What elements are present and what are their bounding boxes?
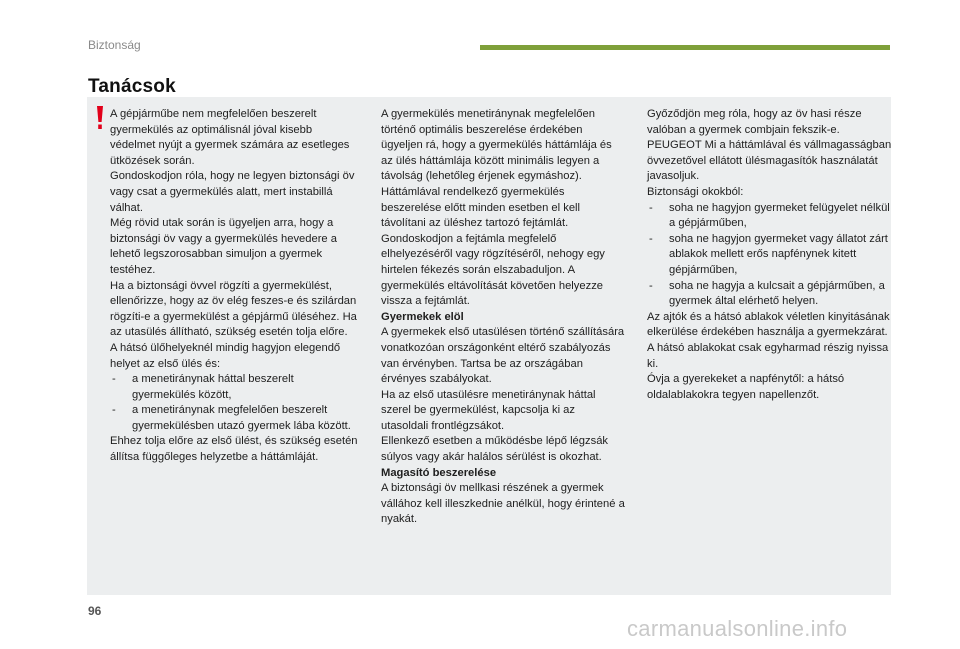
header-accent-bar xyxy=(480,45,890,50)
paragraph: A hátsó ülőhelyeknél mindig hagyjon elegendő helyet az első ülés és: xyxy=(110,341,341,370)
paragraph: Ehhez tolja előre az első ülést, és szükség esetén állítsa függőleges helyzetbe a háttámláját. xyxy=(110,435,358,464)
paragraph: Ha a biztonsági övvel rögzíti a gyermekülést, ellenőrizze, hogy az öv elég feszes-e és szilárdan rögzíti-e a gyermekülést a gépjármű üléséhez. Ha az utasülés állítható, szükség esetén tolja előre. xyxy=(110,279,357,339)
paragraph: A gyermekülés menetiránynak megfelelően történő optimális beszerelése érdekében ügyeljen rá, hogy a gyermekülés háttámlája és az ülés háttámlája között minimális legyen a távolság (lehetőleg érjenek egymáshoz). xyxy=(381,108,612,183)
list-item: - soha ne hagyjon gyermeket vagy állatot zárt ablakok mellett erős napfénynek kitett gépjárműben, xyxy=(647,232,893,279)
page-number: 96 xyxy=(88,604,102,618)
paragraph: Az ajtók és a hátsó ablakok véletlen kinyitásának elkerülése érdekében használja a gyermekzárat. xyxy=(647,310,890,339)
paragraph: PEUGEOT Mi a háttámlával és vállmagasságban övvezetővel ellátott ülésmagasítók használatát javasoljuk. xyxy=(647,139,892,183)
paragraph: Biztonsági okokból: xyxy=(647,185,744,198)
paragraph: Győződjön meg róla, hogy az öv hasi része valóban a gyermek combjain fekszik-e. xyxy=(647,108,862,136)
subheading-front-children: Gyermekek elöl xyxy=(381,310,464,323)
column-3 xyxy=(647,107,893,403)
list-item: - a menetiránynak megfelelően beszerelt gyermekülésben utazó gyermek lába között. xyxy=(110,403,358,434)
paragraph: Óvja a gyerekeket a napfénytől: a hátsó oldalablakokra tegyen napellenzőt. xyxy=(647,373,845,401)
list-item: - soha ne hagyja a kulcsait a gépjárműben, a gyermek által elérhető helyen. xyxy=(647,279,893,310)
column-1 xyxy=(110,107,358,466)
paragraph: A biztonsági öv mellkasi részének a gyermek vállához kell illeszkednie anélkül, hogy érintené a nyakát. xyxy=(381,482,625,526)
subheading-booster-seat: Magasító beszerelése xyxy=(381,466,497,479)
paragraph: A gépjárműbe nem megfelelően beszerelt gyermekülés az optimálisnál jóval kisebb védelmet nyújt a gyermek számára az esetleges ütközések során. xyxy=(110,108,350,167)
exclamation-icon xyxy=(96,106,104,130)
paragraph: Még rövid utak során is ügyeljen arra, hogy a biztonsági öv vagy a gyermekülés hevedere a lehető legszorosabban simuljon a gyermek testéhez. xyxy=(110,217,337,276)
paragraph: Ha az első utasülésre menetiránynak háttal szerel be gyermekülést, kapcsolja ki az utasoldali frontlégzsákot. xyxy=(381,388,596,432)
list-item: - a menetiránynak háttal beszerelt gyermekülés között, xyxy=(110,372,358,403)
paragraph: Gondoskodjon róla, hogy ne legyen biztonsági öv vagy csat a gyermekülés alatt, mert instabillá válhat. xyxy=(110,170,355,214)
watermark: carmanualsonline.info xyxy=(627,616,848,641)
page-title: Tanácsok xyxy=(88,76,176,97)
column-2 xyxy=(381,107,625,528)
list-item: - soha ne hagyjon gyermeket felügyelet nélkül a gépjárműben, xyxy=(647,201,893,232)
paragraph: Gondoskodjon a fejtámla megfelelő elhelyezéséről vagy rögzítéséről, nehogy egy hirtelen fékezés során elszabaduljon. A gyermekülés eltávolítását követően helyezze vissza a fejtámlát. xyxy=(381,232,605,308)
paragraph: Ellenkező esetben a működésbe lépő légzsák súlyos vagy akár halálos sérülést is okozhat. xyxy=(381,435,609,464)
paragraph: A gyermekek első utasülésen történő szállítására vonatkozóan országonként eltérő szabályozás van érvényben. Tartsa be az országában érvényes szabályokat. xyxy=(381,326,625,386)
paragraph: A hátsó ablakokat csak egyharmad részig nyissa ki. xyxy=(647,341,889,370)
paragraph: Háttámlával rendelkező gyermekülés beszerelése előtt minden esetben el kell távolítani az üléshez tartozó fejtámlát. xyxy=(381,185,581,230)
section-label: Biztonság xyxy=(88,38,141,52)
